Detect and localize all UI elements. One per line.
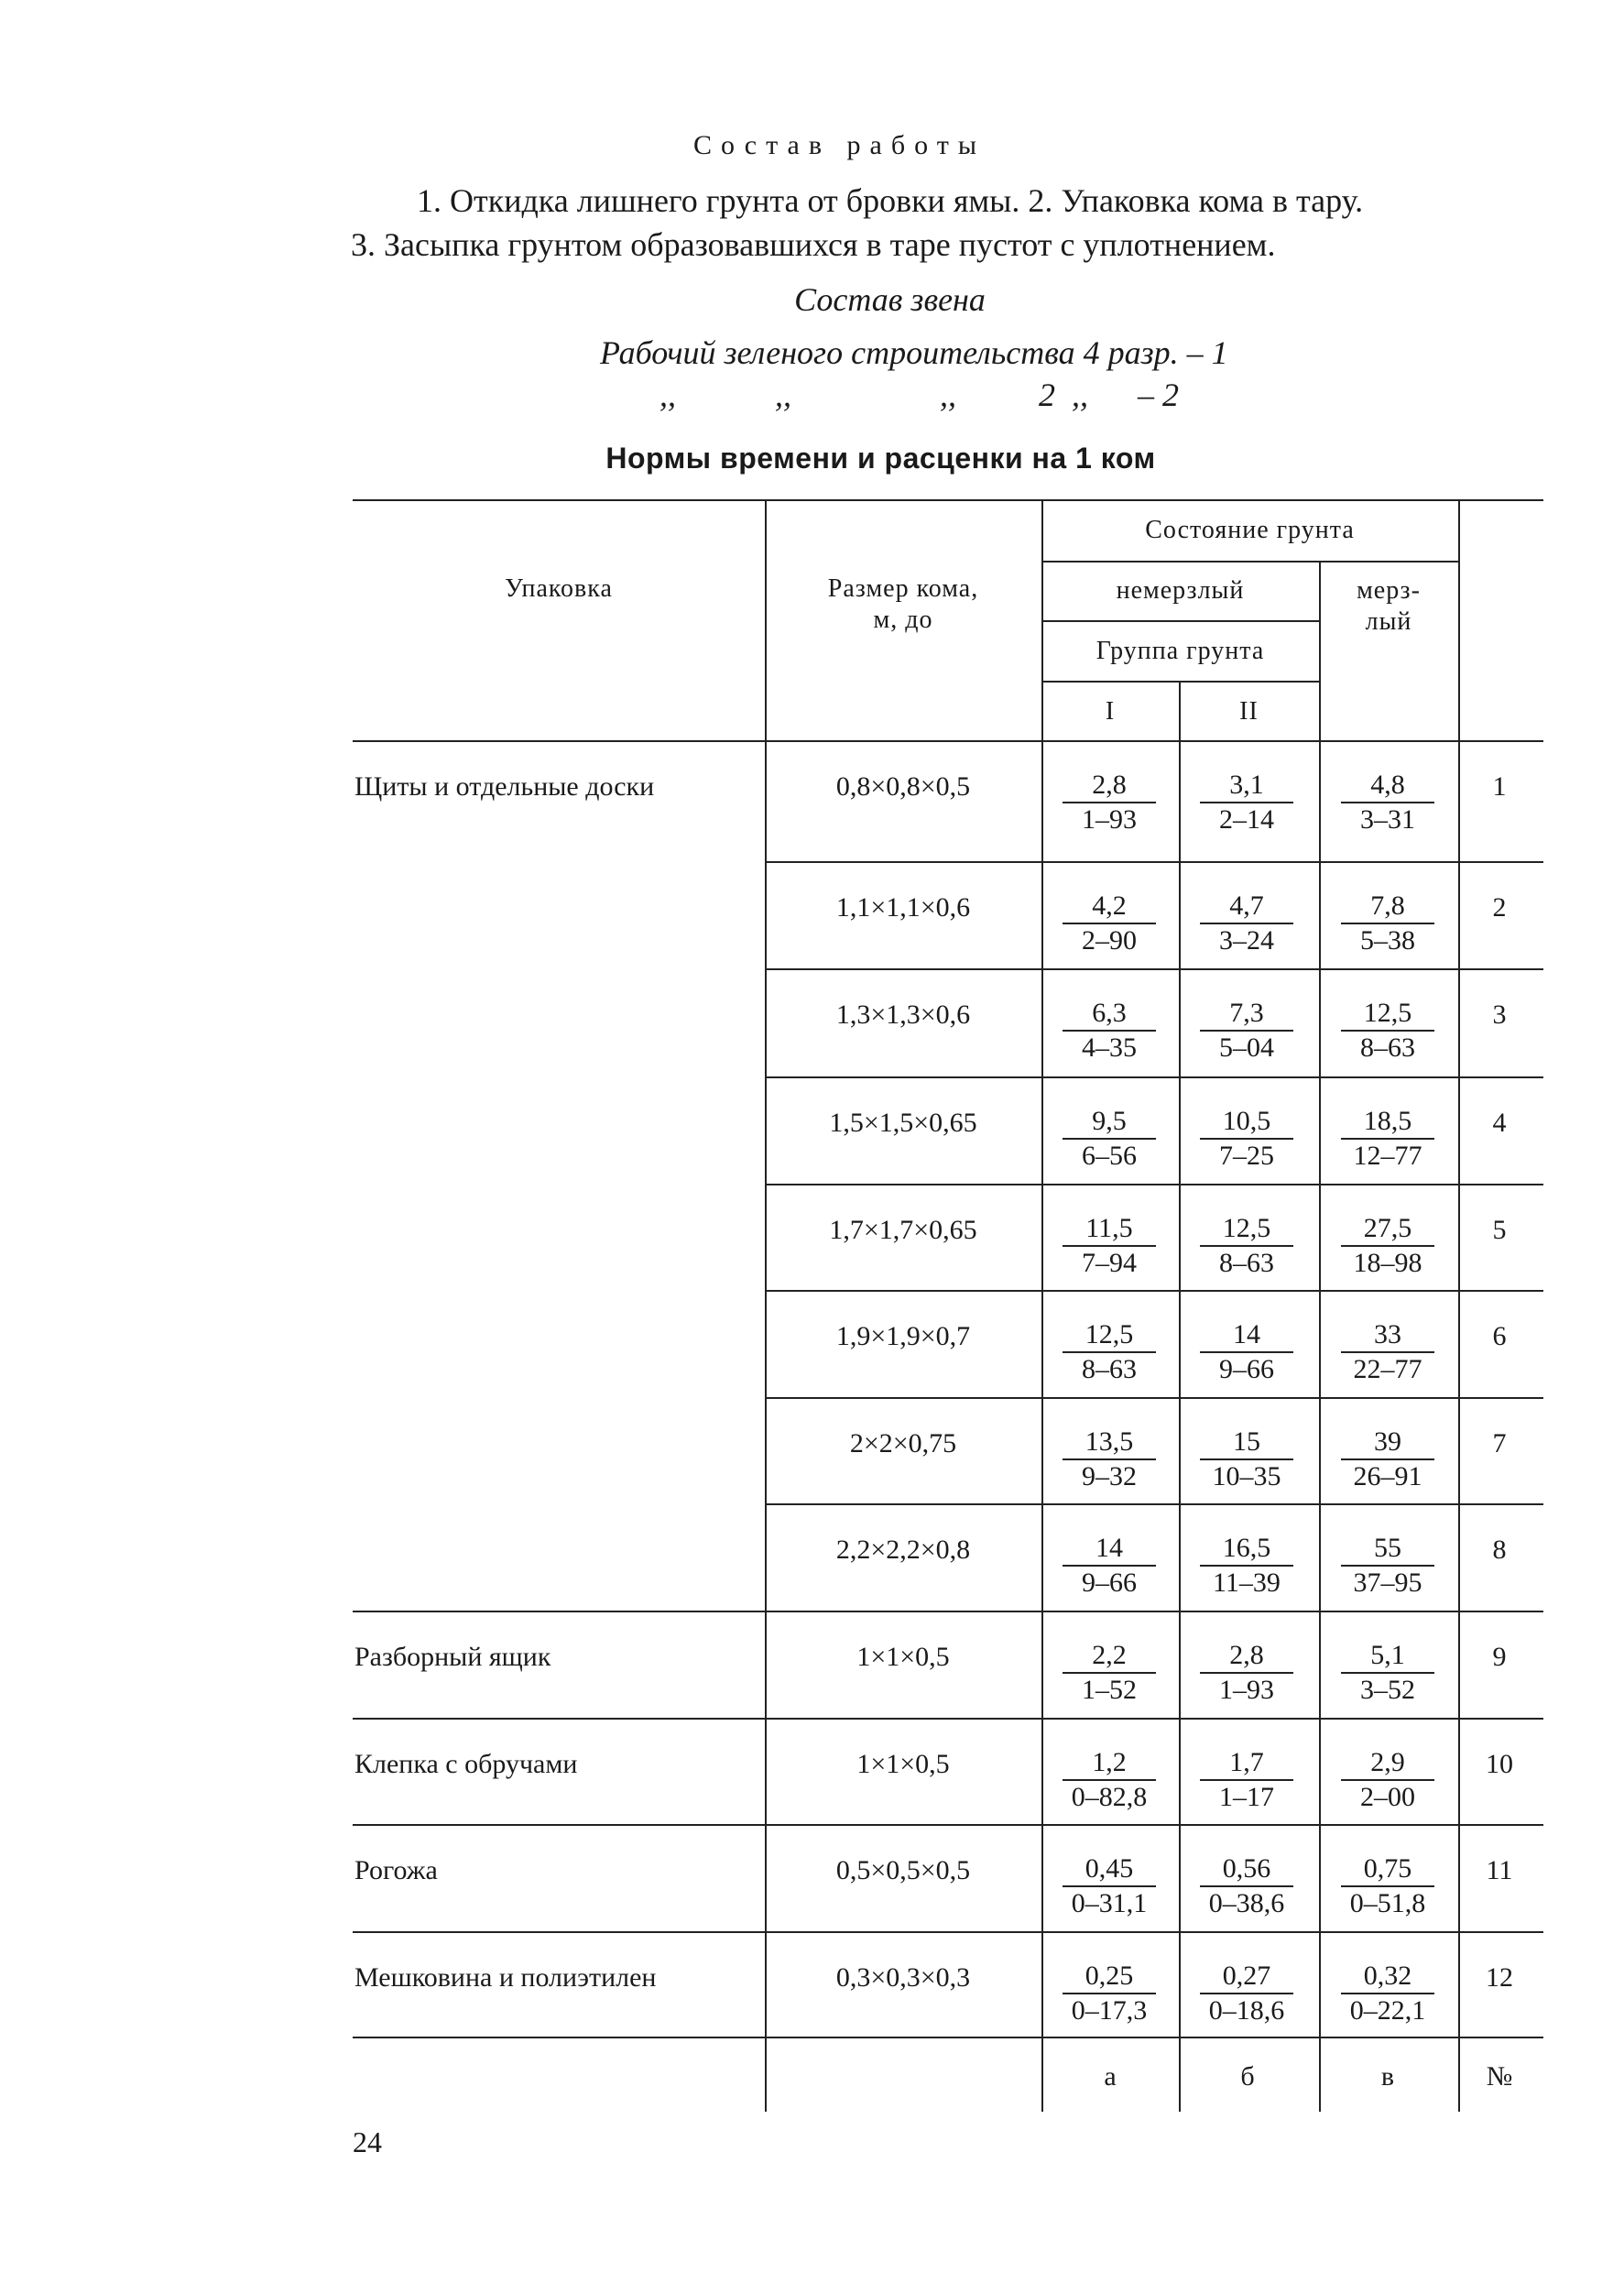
time-norm: 1,2 xyxy=(1092,1747,1127,1777)
row-number: 8 xyxy=(1492,1535,1507,1565)
row-rule-4 xyxy=(765,1184,1543,1185)
work-steps-line-1: 1. Откидка лишнего грунта от бровки ямы. 2. Упаковка кома в тару. xyxy=(417,182,1364,219)
row-rule-11 xyxy=(353,1931,1543,1933)
rate-price: 3–31 xyxy=(1360,804,1415,835)
time-norm: 7,8 xyxy=(1370,890,1405,921)
size-cell: 1×1×0,5 xyxy=(856,1642,950,1672)
time-norm: 55 xyxy=(1374,1533,1401,1563)
table-top-rule xyxy=(353,499,1543,501)
norm-rate-cell-c xyxy=(1337,1000,1438,1062)
rate-price: 1–52 xyxy=(1082,1675,1137,1705)
time-norm: 6,3 xyxy=(1092,998,1127,1028)
rate-price: 12–77 xyxy=(1353,1141,1422,1171)
row-rule-6 xyxy=(765,1397,1543,1399)
row-number: 6 xyxy=(1492,1321,1507,1351)
row-number: 2 xyxy=(1492,892,1507,923)
size-cell: 1,1×1,1×0,6 xyxy=(835,892,971,923)
norm-rate-cell-b xyxy=(1196,892,1297,955)
packaging-cell: Разборный ящик xyxy=(354,1642,551,1672)
time-norm: 0,45 xyxy=(1084,1853,1134,1884)
rate-price: 6–56 xyxy=(1082,1141,1137,1171)
header-group-1: I xyxy=(1105,697,1116,726)
size-cell: 1,7×1,7×0,65 xyxy=(829,1215,977,1245)
rate-price: 2–14 xyxy=(1219,804,1274,835)
time-norm: 13,5 xyxy=(1084,1426,1134,1457)
norm-rate-cell-b xyxy=(1196,1535,1297,1597)
work-steps-line-2: 3. Засыпка грунтом образовавшихся в таре пустот с уплотнением. xyxy=(351,226,1276,263)
time-norm: 0,25 xyxy=(1084,1961,1134,1991)
time-norm: 7,3 xyxy=(1229,998,1264,1028)
header-size-line-1: Размер кома, xyxy=(827,574,979,603)
time-norm: 3,1 xyxy=(1229,770,1264,800)
time-norm: 12,5 xyxy=(1084,1319,1134,1349)
rate-price: 3–52 xyxy=(1360,1675,1415,1705)
header-frozen-line-1: мерз- xyxy=(1357,576,1421,605)
row-rule-2 xyxy=(765,968,1543,970)
rate-price: 9–66 xyxy=(1219,1354,1274,1384)
time-norm: 0,32 xyxy=(1363,1961,1412,1991)
footer-col-a: а xyxy=(1104,2061,1117,2092)
rate-price: 18–98 xyxy=(1353,1248,1422,1278)
col-rule-a xyxy=(1041,499,1043,2112)
header-rule-unfrozen xyxy=(1041,620,1319,622)
norm-rate-cell-c xyxy=(1337,1428,1438,1491)
size-cell: 0,3×0,3×0,3 xyxy=(835,1962,971,1993)
row-number: 3 xyxy=(1492,1000,1507,1030)
norm-rate-cell-a xyxy=(1059,1000,1160,1062)
rate-price: 4–35 xyxy=(1082,1032,1137,1063)
norm-rate-cell-a xyxy=(1059,1749,1160,1811)
norm-rate-cell-a xyxy=(1059,1215,1160,1277)
row-rule-12 xyxy=(353,2037,1543,2038)
norm-rate-cell-a xyxy=(1059,771,1160,834)
rate-price: 0–38,6 xyxy=(1208,1888,1285,1918)
norm-rate-cell-a xyxy=(1059,1535,1160,1597)
norm-rate-cell-c xyxy=(1337,1962,1438,2025)
rate-price: 8–63 xyxy=(1219,1248,1274,1278)
time-norm: 4,8 xyxy=(1370,770,1405,800)
norm-rate-cell-a xyxy=(1059,1642,1160,1704)
time-norm: 33 xyxy=(1374,1319,1401,1349)
header-group-2: II xyxy=(1239,697,1259,726)
norm-rate-cell-a xyxy=(1059,1855,1160,1917)
norm-rate-cell-c xyxy=(1337,1215,1438,1277)
time-norm: 18,5 xyxy=(1363,1106,1412,1136)
size-cell: 0,8×0,8×0,5 xyxy=(835,771,971,802)
time-norm: 11,5 xyxy=(1085,1213,1133,1243)
row-number: 4 xyxy=(1492,1108,1507,1138)
rate-price: 5–04 xyxy=(1219,1032,1274,1063)
time-norm: 14 xyxy=(1233,1319,1260,1349)
time-norm: 0,56 xyxy=(1222,1853,1271,1884)
row-number: 11 xyxy=(1486,1855,1513,1885)
row-rule-9 xyxy=(353,1718,1543,1720)
time-norm: 1,7 xyxy=(1229,1747,1264,1777)
crew-line-1: Рабочий зеленого строительства 4 разр. – 1 xyxy=(600,334,1228,371)
packaging-cell: Рогожа xyxy=(354,1855,438,1885)
norm-rate-cell-b xyxy=(1196,1428,1297,1491)
time-norm: 2,2 xyxy=(1092,1640,1127,1670)
section-heading: Состав работы xyxy=(693,130,986,160)
footer-col-b: б xyxy=(1240,2061,1255,2092)
header-packaging: Упаковка xyxy=(505,574,613,603)
rate-price: 0–22,1 xyxy=(1349,1995,1426,2026)
norm-rate-cell-b xyxy=(1196,1321,1297,1383)
rate-price: 0–82,8 xyxy=(1071,1782,1148,1812)
rate-price: 11–39 xyxy=(1213,1568,1281,1598)
size-cell: 2×2×0,75 xyxy=(849,1428,957,1458)
size-cell: 1,9×1,9×0,7 xyxy=(835,1321,971,1351)
norm-rate-cell-b xyxy=(1196,1000,1297,1062)
row-rule-5 xyxy=(765,1290,1543,1292)
header-size-line-2: м, до xyxy=(873,606,933,634)
time-norm: 0,27 xyxy=(1222,1961,1271,1991)
header-bottom-rule xyxy=(353,740,1543,742)
norm-rate-cell-b xyxy=(1196,771,1297,834)
row-rule-1 xyxy=(765,861,1543,863)
time-norm: 5,1 xyxy=(1370,1640,1405,1670)
time-norm: 0,75 xyxy=(1363,1853,1412,1884)
time-norm: 39 xyxy=(1374,1426,1401,1457)
crew-heading: Состав звена xyxy=(794,281,986,318)
rate-price: 3–24 xyxy=(1219,925,1274,956)
time-norm: 4,2 xyxy=(1092,890,1127,921)
row-number: 12 xyxy=(1486,1962,1513,1993)
header-rule-soil-state xyxy=(1041,561,1458,563)
time-norm: 12,5 xyxy=(1222,1213,1271,1243)
norm-rate-cell-a xyxy=(1059,1108,1160,1170)
time-norm: 27,5 xyxy=(1363,1213,1412,1243)
size-cell: 2,2×2,2×0,8 xyxy=(835,1535,971,1565)
rate-price: 1–93 xyxy=(1219,1675,1274,1705)
footer-col-c: в xyxy=(1380,2061,1395,2092)
rate-price: 0–51,8 xyxy=(1349,1888,1426,1918)
rate-price: 9–32 xyxy=(1082,1461,1137,1491)
norm-rate-cell-b xyxy=(1196,1749,1297,1811)
packaging-cell: Мешковина и полиэтилен xyxy=(354,1962,657,1993)
footer-col-no: № xyxy=(1486,2061,1513,2092)
row-number: 7 xyxy=(1492,1428,1507,1458)
norm-rate-cell-b xyxy=(1196,1962,1297,2025)
norm-rate-cell-a xyxy=(1059,1962,1160,2025)
norm-rate-cell-b xyxy=(1196,1215,1297,1277)
norm-rate-cell-a xyxy=(1059,892,1160,955)
rate-price: 9–66 xyxy=(1082,1568,1137,1598)
row-rule-10 xyxy=(353,1824,1543,1826)
rate-price: 5–38 xyxy=(1360,925,1415,956)
rate-price: 10–35 xyxy=(1212,1461,1281,1491)
norm-rate-cell-c xyxy=(1337,892,1438,955)
rate-price: 8–63 xyxy=(1082,1354,1137,1384)
rate-price: 22–77 xyxy=(1353,1354,1422,1384)
norm-rate-cell-b xyxy=(1196,1108,1297,1170)
row-number: 5 xyxy=(1492,1215,1507,1245)
rate-price: 0–17,3 xyxy=(1071,1995,1148,2026)
size-cell: 1,5×1,5×0,65 xyxy=(829,1108,977,1138)
norm-rate-cell-c xyxy=(1337,1749,1438,1811)
header-soil-group: Группа грунта xyxy=(1095,637,1265,665)
size-cell: 1,3×1,3×0,6 xyxy=(835,1000,971,1030)
rate-price: 8–63 xyxy=(1360,1032,1415,1063)
norm-rate-cell-c xyxy=(1337,1535,1438,1597)
header-frozen-line-2: лый xyxy=(1365,607,1412,636)
norm-rate-cell-b xyxy=(1196,1642,1297,1704)
rate-price: 2–90 xyxy=(1082,925,1137,956)
header-soil-state: Состояние грунта xyxy=(1145,516,1355,544)
norm-rate-cell-c xyxy=(1337,1642,1438,1704)
norm-rate-cell-a xyxy=(1059,1428,1160,1491)
time-norm: 16,5 xyxy=(1222,1533,1271,1563)
size-cell: 0,5×0,5×0,5 xyxy=(835,1855,971,1885)
norm-rate-cell-c xyxy=(1337,1108,1438,1170)
packaging-cell: Клепка с обручами xyxy=(354,1749,578,1779)
col-rule-c xyxy=(1319,561,1321,2112)
rate-price: 2–00 xyxy=(1360,1782,1415,1812)
crew-line-2: ,, ,, ,, 2 ,, – 2 xyxy=(659,377,1179,413)
header-unfrozen: немерзлый xyxy=(1116,576,1245,605)
row-number: 9 xyxy=(1492,1642,1507,1672)
col-rule-b xyxy=(1179,681,1181,2112)
rate-price: 0–18,6 xyxy=(1208,1995,1285,2026)
norm-rate-cell-a xyxy=(1059,1321,1160,1383)
time-norm: 10,5 xyxy=(1222,1106,1271,1136)
page-number: 24 xyxy=(353,2125,382,2158)
rate-price: 37–95 xyxy=(1353,1568,1422,1598)
packaging-cell: Щиты и отдельные доски xyxy=(354,771,655,802)
size-cell: 1×1×0,5 xyxy=(856,1749,950,1779)
time-norm: 15 xyxy=(1233,1426,1260,1457)
row-rule-3 xyxy=(765,1076,1543,1078)
table-title: Нормы времени и расценки на 1 ком xyxy=(605,442,1156,475)
norm-rate-cell-c xyxy=(1337,1855,1438,1917)
row-number: 10 xyxy=(1486,1749,1513,1779)
rate-price: 1–93 xyxy=(1082,804,1137,835)
norm-rate-cell-c xyxy=(1337,1321,1438,1383)
row-number: 1 xyxy=(1492,771,1507,802)
time-norm: 2,8 xyxy=(1229,1640,1264,1670)
time-norm: 9,5 xyxy=(1092,1106,1127,1136)
time-norm: 2,8 xyxy=(1092,770,1127,800)
rate-price: 1–17 xyxy=(1219,1782,1274,1812)
time-norm: 4,7 xyxy=(1229,890,1264,921)
rate-price: 0–31,1 xyxy=(1071,1888,1148,1918)
time-norm: 14 xyxy=(1095,1533,1123,1563)
rate-price: 26–91 xyxy=(1353,1461,1422,1491)
time-norm: 2,9 xyxy=(1370,1747,1405,1777)
rate-price: 7–94 xyxy=(1082,1248,1137,1278)
row-rule-7 xyxy=(765,1503,1543,1505)
norm-rate-cell-b xyxy=(1196,1855,1297,1917)
row-rule-8 xyxy=(353,1611,1543,1612)
rate-price: 7–25 xyxy=(1219,1141,1274,1171)
time-norm: 12,5 xyxy=(1363,998,1412,1028)
norm-rate-cell-c xyxy=(1337,771,1438,834)
